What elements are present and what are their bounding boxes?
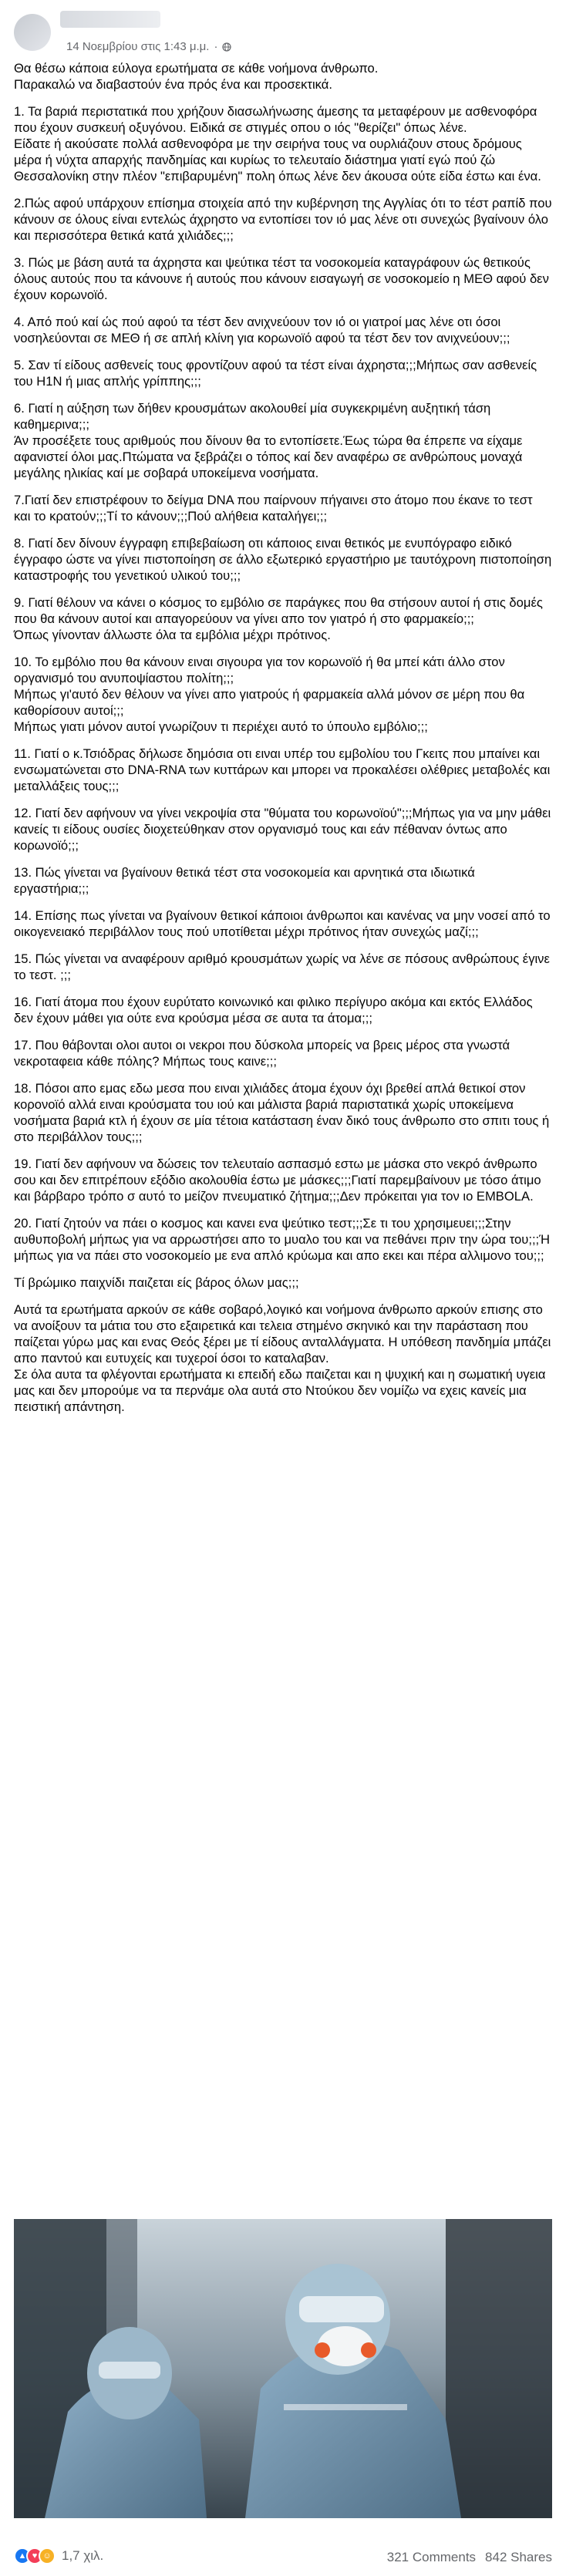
post-paragraph bbox=[14, 864, 552, 897]
paragraph-line: Άν προσέξετε τους αριθμούς που δίνουν θα το εντοπίσετε.Έως τώρα θα έπρεπε να είχαμε αφανιστεί όλοι μας.Πτώματα να ξεβράζει ο τόπος καί δεν αναφέρω σε ανθρώπους μοναχά μεγάλης ηλικίας καί με σοβαρά υποκείμενα νοσήματα. bbox=[14, 433, 523, 480]
paragraph-line: Αυτά τα ερωτήματα αρκούν σε κάθε σοβαρό,λογικό και νοήμονα άνθρωπο αρκούν επισης στο να ανοίξουν τα μάτια του στο εξαιρετικά και τελεια στημένο σκηνικό και την παράσταση που παίζεται γύρω μας και ενας Θεός ξέρει με τί είδους ανταλλάγματα. Η υπόθεση πανδημία μπάζει απο παντού και ευτυχείς και τυχεροί όσοι το καταλαβαν. bbox=[14, 1302, 551, 1365]
paragraph-line: Μήπως γι'αυτό δεν θέλουν να γίνει απο γιατρούς ή φαρμακεία αλλά μόνον σε μέρη που θα καθορίσουν αυτοί;;; bbox=[14, 687, 525, 718]
paragraph-line: 7.Γιατί δεν επιστρέφουν το δείγμα DNA που παίρνουν πήγαινει στο άτομο που έκανε το τεστ και το κρατούν;;;Τί το κάνουν;;;Πού αλήθεια καταλήγει;;; bbox=[14, 493, 533, 524]
paragraph-line: 11. Γιατί ο κ.Τσιόδρας δήλωσε δημόσια οτι ειναι υπέρ του εμβολίου του Γκειτς που μπαίνει και ενσωματώνεται στο DNA-RNA των κυττάρων και μπορει να προκαλέσει ολέθριες μεταβολές και μεταλλάξεις τους;;; bbox=[14, 746, 551, 793]
post-paragraph bbox=[14, 254, 552, 303]
post-intro bbox=[14, 60, 552, 93]
post-paragraph bbox=[14, 103, 552, 184]
post-paragraph bbox=[14, 1080, 552, 1145]
paragraph-line: Όπως γίνονταν άλλωστε όλα τα εμβόλια μέχρι πρότινος. bbox=[14, 628, 331, 642]
paragraph-line: 18. Πόσοι απο εμας εδω μεσα που ειναι χιλιάδες άτομα έχουν όχι βρεθεί απλά θετικοί στον κορονοϊό αλλά ειναι κρούσματα του ιού και μάλιστα βαριά παριστατικά χωρίς υποκείμενα νοσήματα βαριά κτλ ή έχουν σε μία τέτοια κατάσταση έναν δικό τους άνθρωπο στο σπιτι τους ή στο περιβάλλον τους;;; bbox=[14, 1081, 550, 1144]
post-header bbox=[0, 0, 566, 60]
intro-line: Θα θέσω κάποια εύλογα ερωτήματα σε κάθε νοήμονα άνθρωπο. bbox=[14, 61, 379, 76]
post-paragraph bbox=[14, 357, 552, 389]
paragraph-line: 8. Γιατί δεν δίνουν έγγραφη επιβεβαίωση οτι κάποιος ειναι θετικός με ενυπόγραφο ειδικό έγγραφο ώστε να γίνει πιστοποίηση σε άλλο εξωτερικό εργαστήριο με ταυτόχρονη πιστοποίηση καταστροφής του γενετικού υλικού του;;; bbox=[14, 536, 552, 583]
post-paragraph bbox=[14, 1275, 552, 1291]
post-paragraph bbox=[14, 805, 552, 854]
paragraph-line: 10. Το εμβόλιο που θα κάνουν ειναι σιγουρα για τον κορωνοϊό ή θα μπεί κάτι άλλο στον οργανισμό του ανυποψίαστου πολίτη;;; bbox=[14, 655, 505, 685]
post-paragraph bbox=[14, 400, 552, 481]
intro-line: Παρακαλώ να διαβαστούν ένα πρός ένα και προσεκτικά. bbox=[14, 77, 332, 92]
paragraph-line: 5. Σαν τί είδους ασθενείς τους φροντίζουν αφού τα τέστ είναι άχρηστα;;;Μήπως σαν ασθενείς του Η1Ν ή μιας απλής γρίππης;;; bbox=[14, 358, 537, 389]
post-paragraph bbox=[14, 195, 552, 244]
paragraph-line: 19. Γιατί δεν αφήνουν να δώσεις τον τελευταίο ασπασμό εστω με μάσκα στο νεκρό άνθρωπο σου και δεν επιτρέπουν εξόδιο ακολουθία έστω με μάσκες;;;Γιατί παρεμβαίνουν με τόσο άτιμο και βάρβαρο τρόπο σ αυτό το μείζον πνευματικό ζήτημα;;;Δεν πρόκειται για τον ιο EMBOLA. bbox=[14, 1157, 541, 1204]
author-name-blurred[interactable] bbox=[60, 11, 160, 28]
paragraph-line: 1. Τα βαριά περιστατικά που χρήζουν διασωλήνωσης άμεσης τα μεταφέρουν με ασθενοφόρα που έχουν συσκευή οξυγόνου. Ειδικά σε στιγμές οπου ο ιός "θερίζει" όπως λένε. bbox=[14, 104, 537, 135]
post-paragraph bbox=[14, 594, 552, 643]
paragraph-line: 17. Που θάβονται ολοι αυτοι οι νεκροι που δύσκολα μπορείς να βρεις μέρος στα γνωστά νεκροταφεια κάθε πόλης? Μήπως τους καινε;;; bbox=[14, 1038, 510, 1069]
post-paragraph bbox=[14, 492, 552, 524]
post-paragraph bbox=[14, 1215, 552, 1264]
post-photo[interactable] bbox=[14, 2219, 552, 2518]
post-paragraph bbox=[14, 746, 552, 794]
avatar[interactable] bbox=[14, 14, 51, 51]
post-paragraph bbox=[14, 1037, 552, 1069]
post-paragraph bbox=[14, 314, 552, 346]
post-paragraph bbox=[14, 907, 552, 940]
paragraph-line: 3. Πώς με βάση αυτά τα άχρηστα και ψεύτικα τέστ τα νοσοκομεία καταγράφουν ώς θετικούς όλους αυτούς που τα κάνουνε ή αυτούς που κάνουν εισαγωγή σε νοσοκομείο η ΜΕΘ αφού δεν έχουν κορωνοϊό. bbox=[14, 255, 549, 302]
shares-count[interactable]: 842 Shares bbox=[485, 2550, 552, 2564]
globe-icon bbox=[222, 42, 231, 52]
post-footer bbox=[0, 2541, 566, 2572]
paragraph-line: 4. Από πού καί ώς πού αφού τα τέστ δεν ανιχνεύουν τον ιό οι γιατροί μας λένε οτι όσοι νοσηλεύονται σε ΜΕΘ ή σε απλή κλίνη για κορωνοϊό αφού τα τέστ δεν τον ανιχνεύουν;;; bbox=[14, 315, 510, 345]
paragraph-line: 16. Γιατί άτομα που έχουν ευρύτατο κοινωνικό και φιλικο περίγυρο ακόμα και εκτός Ελλάδος δεν έχουν μάθει για ούτε ενα κρούσμα μέσα σε αυτα τα άτομα;;; bbox=[14, 995, 533, 1025]
post-paragraph bbox=[14, 1301, 552, 1415]
post-paragraph bbox=[14, 1156, 552, 1204]
paragraph-line: Σε όλα αυτα τα φλέγονται ερωτήματα κι επειδή εδω παιζεται και η ψυχική και η σωματική υγεια μας και δεν μπορούμε να τα περνάμε ολα αυτά στο Ντούκου δεν νομίζω να εχεις κανείς μια πειστική απάντηση. bbox=[14, 1367, 546, 1414]
paragraph-line: 2.Πώς αφού υπάρχουν επίσημα στοιχεία από την κυβέρνηση της Αγγλίας ότι το τέστ ραπίδ που κάνουν σε όλους είναι εντελώς άχρηστο να εντοπίσει τον ιό μας λένε οτι συνεχώς βγαίνουν όλο και περισσότερα θετικά κατά χιλιάδες;;; bbox=[14, 196, 552, 243]
paragraph-line: Τί βρώμικο παιχνίδι παιζεται είς βάρος όλων μας;;; bbox=[14, 1275, 299, 1290]
reaction-count[interactable]: 1,7 χιλ. bbox=[62, 2548, 104, 2563]
paragraph-line: 15. Πώς γίνεται να αναφέρουν αριθμό κρουσμάτων χωρίς να λένε σε πόσους ανθρώπους έγινε το τεστ. ;;; bbox=[14, 951, 550, 982]
like-icon: ▲ bbox=[14, 2547, 31, 2564]
post-paragraph bbox=[14, 654, 552, 735]
paragraph-line: 20. Γιατί ζητούν να πάει ο κοσμος και κανει ενα ψεύτικο τεστ;;;Σε τι του χρησιμευει;;;Στην αυθυποβολή μήπως για να αρρωστήσει απο το μυαλο του και να πεθάνει πριν την ώρα του;;;Ή μήπως για να πάει στο νοσοκομείο με ενα απλό κρύωμα και απο εκει και πέρα αλλιμονο του;;; bbox=[14, 1216, 551, 1263]
meta-separator: · bbox=[214, 40, 218, 53]
haha-icon: ☺ bbox=[39, 2547, 56, 2564]
paragraph-line: 6. Γιατί η αύξηση των δήθεν κρουσμάτων ακολουθεί μία συγκεκριμένη αυξητική τάση καθημερινα;;; bbox=[14, 401, 491, 432]
paragraph-line: 12. Γιατί δεν αφήνουν να γίνει νεκροψία στα "θύματα του κορωνοϊού";;;Μήπως για να μην μάθει κανείς τι είδους ουσίες διοχετεύθηκαν στον οργανισμό τους και εάν πέθαναν όντως απο κορωνοϊό;;; bbox=[14, 806, 551, 853]
paragraph-line: Μήπως γιατι μόνον αυτοί γνωρίζουν τι περιέχει αυτό το ύπουλο εμβόλιο;;; bbox=[14, 719, 428, 734]
paragraph-line: 14. Επίσης πως γίνεται να βγαίνουν θετικοί κάποιοι άνθρωποι και κανένας να μην νοσεί από το οικογενειακό περιβάλλον τους πού υποτίθεται μέχρι πρότινος ήταν συνεχώς μαζί;;; bbox=[14, 908, 551, 939]
post-paragraph bbox=[14, 951, 552, 983]
comments-count[interactable]: 321 Comments bbox=[386, 2550, 477, 2564]
paragraph-line: 13. Πώς γίνεται να βγαίνουν θετικά τέστ στα νοσοκομεία και αρνητικά στα ιδιωτικά εργαστήρια;;; bbox=[14, 865, 475, 896]
paragraph-line: Είδατε ή ακούσατε πολλά ασθενοφόρα με την σειρήνα τους να ουρλιάζουν στους δρόμους μέρα ή νύχτα απαρχής πανδημίας και κυρίως το τελευταίο διάστημα γιατί εγώ πού ζώ Θεσσαλονίκη στην πλέον "επιβαρυμένη" πολη όπως λένε δεν άκουσα ούτε είδα έστω και ένα. bbox=[14, 136, 541, 184]
medical-workers-photo bbox=[14, 2219, 552, 2518]
post-paragraph bbox=[14, 994, 552, 1026]
post-body bbox=[0, 60, 566, 1415]
love-icon: ♥ bbox=[26, 2547, 43, 2564]
post-paragraph bbox=[14, 535, 552, 584]
post-meta bbox=[66, 40, 231, 53]
paragraph-line: 9. Γιατί θέλουν να κάνει ο κόσμος το εμβόλιο σε παράγκες που θα στήσουν αυτοί ή στις δομές που θα κάνουν αυτοί και απαγορεύουν να γίνει απο τον γιατρό ή στο φαρμακείο;;; bbox=[14, 595, 543, 626]
post-date[interactable]: 14 Νοεμβρίου στις 1:43 μ.μ. bbox=[66, 40, 210, 53]
post-stats bbox=[387, 2550, 552, 2565]
reactions-summary[interactable] bbox=[14, 2547, 103, 2564]
